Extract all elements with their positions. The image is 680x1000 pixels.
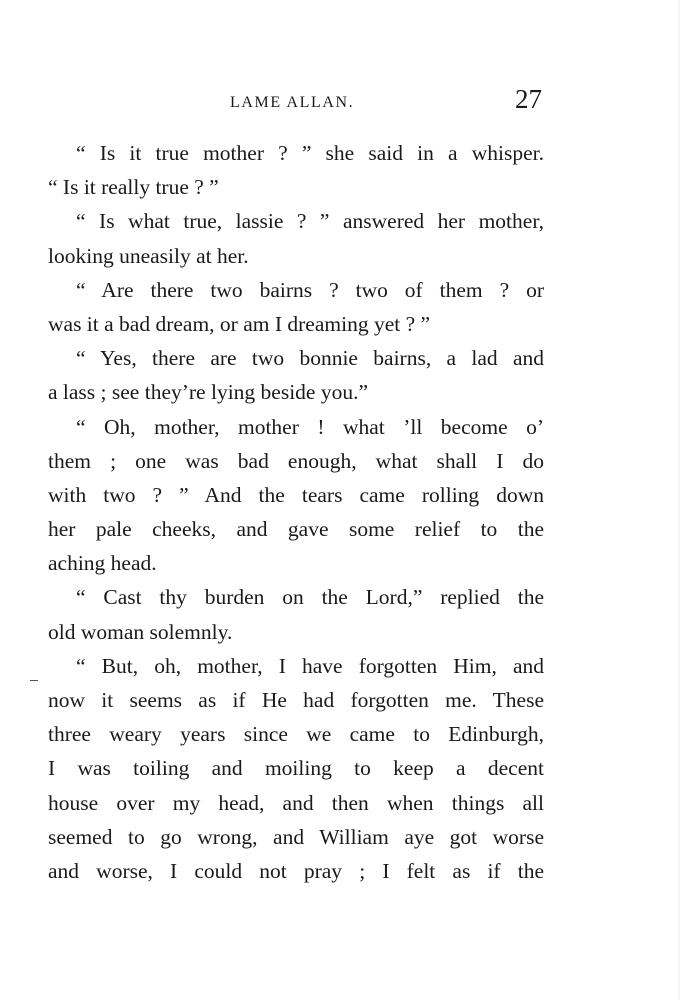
text-line: “ Is it true mother ? ” she said in a whisper. <box>76 141 544 165</box>
running-title: LAME ALLAN. <box>230 94 355 111</box>
text-line: aching head. <box>48 551 157 576</box>
page-number: 27 <box>515 84 542 114</box>
text-line: “ Is it really true ? ” <box>48 175 219 200</box>
text-line: “ Oh, mother, mother ! what ’ll become o’ <box>76 414 544 439</box>
body-text <box>48 136 544 888</box>
text-line: I was toiling and moiling to keep a decent <box>48 756 544 781</box>
text-line: was it a bad dream, or am I dreaming yet ? ” <box>48 311 431 336</box>
text-line: now it seems as if He had forgotten me. These <box>48 688 544 712</box>
text-line: three weary years since we came to Edinburgh, <box>48 722 544 747</box>
text-line: old woman solemnly. <box>48 619 233 644</box>
margin-mark <box>30 680 38 681</box>
text-line: with two ? ” And the tears came rolling down <box>48 482 544 507</box>
text-line: and worse, I could not pray ; I felt as if the <box>48 858 544 883</box>
page-header <box>48 84 544 124</box>
text-line: house over my head, and then when things all <box>48 790 544 815</box>
text-line: “ Cast thy burden on the Lord,” replied the <box>76 585 544 610</box>
text-line: her pale cheeks, and gave some relief to the <box>48 517 544 542</box>
text-line: “ But, oh, mother, I have forgotten Him, and <box>76 653 544 678</box>
text-line: looking uneasily at her. <box>48 243 249 268</box>
text-line: a lass ; see they’re lying beside you.” <box>48 380 369 405</box>
text-line: “ Are there two bairns ? two of them ? or <box>76 277 544 302</box>
text-line: them ; one was bad enough, what shall I do <box>48 448 544 473</box>
text-line: “ Yes, there are two bonnie bairns, a lad and <box>76 346 544 371</box>
text-line: “ Is what true, lassie ? ” answered her mother, <box>76 209 544 234</box>
text-line: seemed to go wrong, and William aye got worse <box>48 824 544 849</box>
